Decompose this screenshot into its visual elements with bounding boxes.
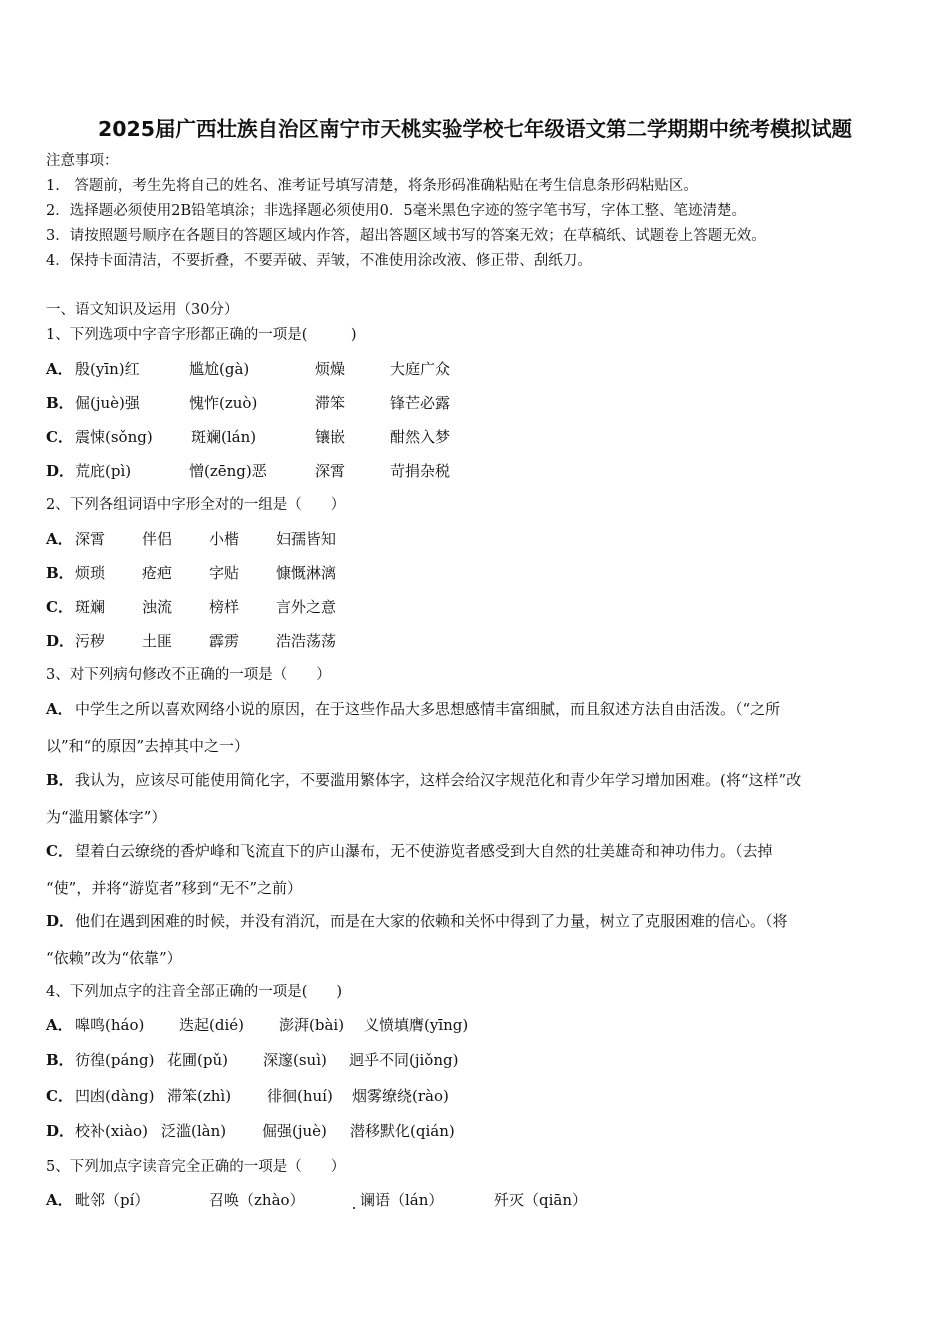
option-item: 殷(yīn)红 xyxy=(75,360,140,378)
option-text: 中学生之所以喜欢网络小说的原因，在于这些作品大多思想感情丰富细腻，而且叙述方法自由活泼。（“之所 xyxy=(75,700,781,718)
option-label: C． xyxy=(46,598,73,616)
option-text: 以”和“的原因”去掉其中之一） xyxy=(46,737,250,755)
option-item: 污秽 xyxy=(75,632,106,650)
option-item: 小楷 xyxy=(209,530,240,548)
option-label: C． xyxy=(46,1087,73,1105)
option-item: 榜样 xyxy=(209,598,240,616)
option-label: B． xyxy=(46,394,74,412)
option-label: A． xyxy=(46,530,73,548)
option-item: 尴尬(gà) xyxy=(189,360,250,378)
question-stem: 2、下列各组词语中字形全对的一组是（ ） xyxy=(46,497,346,513)
option-text: 为“滥用繁体字”） xyxy=(46,808,167,826)
option-item: 字贴 xyxy=(209,564,240,582)
option-label: D． xyxy=(46,462,75,480)
option-text: “依赖”改为“依靠”） xyxy=(46,949,182,967)
option-item: 浩浩荡荡 xyxy=(276,632,337,650)
option-text: “使”，并将“游览者”移到“无不”之前） xyxy=(46,879,303,897)
notice-heading: 注意事项： xyxy=(46,153,119,169)
option-label: C． xyxy=(46,842,73,860)
emphasis-dot xyxy=(353,1207,355,1209)
option-item: 彷徨(páng) xyxy=(75,1051,155,1069)
option-text: 望着白云缭绕的香炉峰和飞流直下的庐山瀑布，无不使游览者感受到大自然的壮美雄奇和神功伟力。（去掉 xyxy=(75,842,773,860)
option-item: 酣然入梦 xyxy=(390,428,451,446)
question-stem: 3、对下列病句修改不正确的一项是（ ） xyxy=(46,667,331,683)
option-item: 烦燥 xyxy=(315,360,346,378)
option-item: 滞笨 xyxy=(315,394,346,412)
option-item: 斑斓(lán) xyxy=(191,428,257,446)
option-item: 土匪 xyxy=(142,632,173,650)
option-label: B． xyxy=(46,564,74,582)
option-item: 谰语（lán） xyxy=(360,1191,444,1209)
option-item: 慷慨淋漓 xyxy=(276,564,337,582)
option-item: 震悚(sǒng) xyxy=(75,428,153,446)
option-item: 霹雳 xyxy=(209,632,240,650)
option-item: 大庭广众 xyxy=(390,360,451,378)
option-item: 苛捐杂税 xyxy=(390,462,451,480)
option-item: 倔强(juè) xyxy=(262,1122,327,1140)
option-item: 歼灭（qiān） xyxy=(494,1191,588,1209)
option-label: A． xyxy=(46,1191,73,1209)
question-stem: 1、下列选项中字音字形都正确的一项是( ) xyxy=(46,327,357,343)
option-item: 凹凼(dàng) xyxy=(75,1087,155,1105)
option-item: 毗邻（pí） xyxy=(75,1191,150,1209)
notice-item: 4．保持卡面清洁，不要折叠，不要弄破、弄皱，不准使用涂改液、修正带、刮纸刀。 xyxy=(46,253,592,269)
option-text: 他们在遇到困难的时候，并没有消沉，而是在大家的依赖和关怀中得到了力量，树立了克服困难的信心。（将 xyxy=(75,912,788,930)
option-item: 锋芒必露 xyxy=(390,394,451,412)
option-item: 深邃(suì) xyxy=(263,1051,327,1069)
option-item: 召唤（zhào） xyxy=(209,1191,305,1209)
section-heading: 一、语文知识及运用（30分） xyxy=(46,302,239,318)
option-item: 倔(juè)强 xyxy=(75,394,140,412)
option-item: 疮疤 xyxy=(142,564,173,582)
option-item: 徘徊(huí) xyxy=(267,1087,333,1105)
option-label: A． xyxy=(46,360,73,378)
option-item: 妇孺皆知 xyxy=(276,530,337,548)
option-item: 校补(xiào) xyxy=(75,1122,148,1140)
option-item: 澎湃(bài) xyxy=(279,1016,345,1034)
option-label: A． xyxy=(46,700,73,718)
option-label: D． xyxy=(46,632,75,650)
option-item: 滞笨(zhì) xyxy=(167,1087,232,1105)
option-item: 浊流 xyxy=(142,598,173,616)
option-item: 言外之意 xyxy=(276,598,337,616)
option-item: 烦琐 xyxy=(75,564,106,582)
option-item: 荒庇(pì) xyxy=(75,462,132,480)
option-item: 深霄 xyxy=(75,530,106,548)
option-label: A． xyxy=(46,1016,73,1034)
option-label: B． xyxy=(46,771,74,789)
option-item: 镶嵌 xyxy=(315,428,346,446)
option-item: 烟雾缭绕(rào) xyxy=(352,1087,449,1105)
option-item: 伴侣 xyxy=(142,530,173,548)
option-item: 潜移默化(qián) xyxy=(350,1122,455,1140)
option-item: 花圃(pǔ) xyxy=(167,1051,228,1069)
option-label: D． xyxy=(46,912,75,930)
option-item: 义愤填膺(yīng) xyxy=(364,1016,469,1034)
option-label: B． xyxy=(46,1051,74,1069)
option-item: 憎(zēng)恶 xyxy=(189,462,267,480)
option-item: 嗥鸣(háo) xyxy=(75,1016,145,1034)
notice-item: 2．选择题必须使用2B铅笔填涂；非选择题必须使用0．5毫米黑色字迹的签字笔书写，字体工整、笔迹清楚。 xyxy=(46,203,747,219)
question-stem: 4、下列加点字的注音全部正确的一项是( ) xyxy=(46,984,343,1000)
option-text: 我认为，应该尽可能使用简化字，不要滥用繁体字，这样会给汉字规范化和青少年学习增加困难。(将“这样”改 xyxy=(75,771,802,789)
notice-item: 3．请按照题号顺序在各题目的答题区域内作答，超出答题区域书写的答案无效；在草稿纸、试题卷上答题无效。 xyxy=(46,228,766,244)
page-title: 2025届广西壮族自治区南宁市天桃实验学校七年级语文第二学期期中统考模拟试题 xyxy=(97,117,853,141)
option-label: D． xyxy=(46,1122,75,1140)
option-item: 斑斓 xyxy=(75,598,106,616)
option-item: 迥乎不同(jiǒng) xyxy=(349,1051,459,1069)
option-item: 泛滥(làn) xyxy=(161,1122,227,1140)
option-label: C． xyxy=(46,428,73,446)
option-item: 迭起(dié) xyxy=(179,1016,244,1034)
option-item: 愧怍(zuò) xyxy=(189,394,258,412)
option-item: 深霄 xyxy=(315,462,346,480)
notice-item: 1. 答题前，考生先将自己的姓名、准考证号填写清楚，将条形码准确粘贴在考生信息条形码粘贴区。 xyxy=(46,178,698,194)
question-stem: 5、下列加点字读音完全正确的一项是（ ） xyxy=(46,1159,346,1175)
